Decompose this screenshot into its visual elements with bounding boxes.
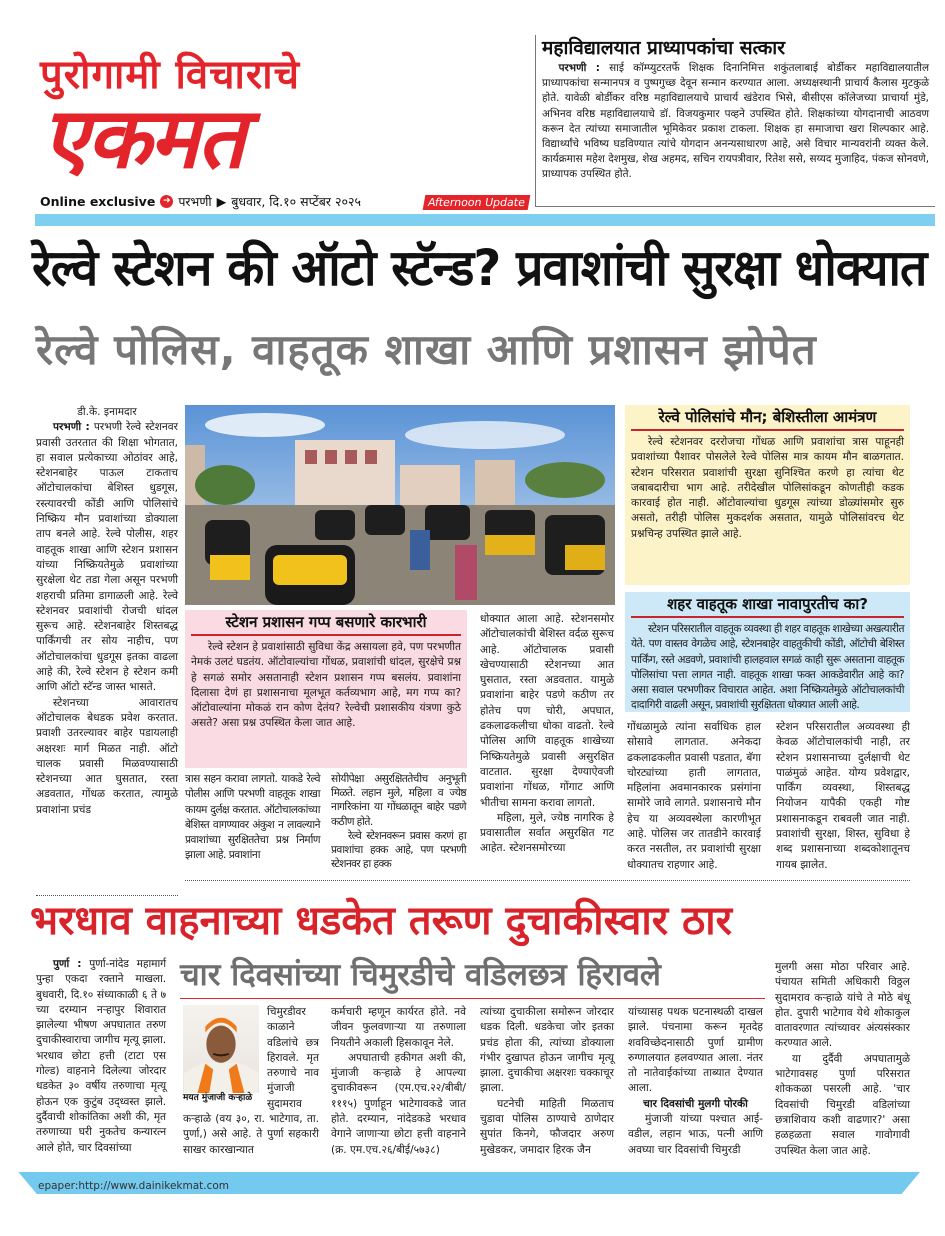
paragraph: धोक्यात आला आहे. स्टेशनसमोर ऑटोचालकांची बेशिस्त वर्दळ सुरूच आहे. ऑटोचालक प्रवासी खेचण्यासाठी स्टेशनच्या आत घुसतात, रस्ता अडवतात. यामुळे प्रवाशांना बाहेर पडणे कठीण तर होतेच पण चोरी, अपघात, ढकलाढकलीचा धोका वाढतो. रेल्वे पोलिस आणि वाहतूक शाखेच्या निष्क्रियतेमुळे प्रवासी असुरक्षित वाटतात. सुरक्षा देण्याऐवजी प्रवाशांना गोंधळ, गोंगाट आणि भीतीचा सामना करावा लागतो.	[480, 613, 614, 809]
paragraph: त्रास सहन करावा लागतो. याकडे रेल्वे पोलीस आणि परभणी वाहतूक शाखा कायम दुर्लक्ष करतात. ऑटोचालकांच्या बेशिस्त वागण्यावर अंकुश न लावल्याने प्रवाशांच्या सुरक्षिततेचा प्रश्न निर्माण झाला आहे. प्रवाशांना	[185, 773, 320, 862]
second-col-3	[331, 1005, 466, 1158]
yellow-box-title-row	[631, 405, 904, 431]
pink-sidebar-box	[185, 610, 467, 768]
paragraph: चिमुरडीवर काळाने वडिलांचे छत्र हिरावले. मृत तरुणाचे नाव मुंजाजी सुदामराव कऱ्हाळे (वय ३०, रा. भाटेगाव, ता. पुर्णा,) असे आहे. ते पुर्णा सहकारी साखर कारखान्यात	[183, 1006, 319, 1156]
second-headline-wrap	[30, 893, 930, 949]
paragraph: स्टेशनच्या आवारातच ऑटोचालक बेधडक प्रवेश करतात. प्रवाशी उतरल्यावर बाहेर पडायलाही अक्षरशः मार्ग मिळत नाही. ऑटो चालक प्रवासी मिळवण्यासाठी स्टेशनच्या आत घुसतात, रस्ता अडवतात, गोंधळ करतात, त्यामुळे प्रवाशांना प्रचंड	[36, 696, 178, 816]
pink-box-body: रेल्वे स्टेशन हे प्रवाशांसाठी सुविधा केंद्र असायला हवे, पण परभणीत नेमकं उलटं घडतंय. ऑटोवाल्यांचा गोंधळ, प्रवाशांची धांदल, सुरक्षेचे प्रश्न हे सगळं समोर असतानाही स्टेशन प्रशासन गप्प बसलंय. प्रवाशांना दिलासा देणं हा प्रशासनाचा मूलभूत कर्तव्यभाग आहे, मग गप्प का? ऑटोवाल्यांना मोकळं रान कोण देतंय? रेल्वेची प्रशासकीय यंत्रणा कुठे असते? असा प्रश्न उपस्थित केला जात आहे.	[191, 641, 461, 730]
paragraph: गोंधळामुळे त्यांना सर्वाधिक हाल सोसावे लागतात. अनेकदा ढकलाढकलीत प्रवासी पडतात, बॅगा चोरट्यांच्या हाती लागतात, महिलांना अवमानकारक प्रसंगांना सामोरे जावे लागते. प्रशासनाचे मौन हेच या अव्यवस्थेला कारणीभूत आहे. पोलिस जर तातडीने कारवाई करत नसतील, तर प्रवाशांची सुरक्षा धोक्यातच राहणार आहे.	[627, 721, 761, 871]
main-subheadline-wrap	[36, 320, 936, 380]
byline: डी.के. इनामदार	[77, 406, 137, 418]
edition-line	[40, 193, 361, 210]
top-story-title	[542, 35, 929, 61]
paragraph: पुर्णा-नांदेड महामार्ग पुन्हा एकदा रक्ताने माखला. बुधवारी, दि.१० संध्याकाळी ६ ते ७ च्या दरम्यान नऱ्हापुर शिवारात झालेल्या भीषण अपघातात तरुण दुचाकीस्वाराचा जागीच मृत्यू झाला. भरधाव छोटा हत्ती (टाटा एस गोल्ड) वाहनाने दिलेल्या जोरदार धडकेत ३० वर्षीय तरुणाचा मृत्यू होऊन एक कुटुंब उद्ध्वस्त झाले. दुर्दैवाची शोकांतिका अशी की, मृत तरुणाच्या घरी नुकतेच कन्यारत्न आले होते, चार दिवसांच्या	[36, 958, 166, 1154]
main-col-4	[480, 612, 614, 857]
arrow-right-circle-icon: ➜	[160, 195, 173, 208]
second-col-6	[775, 960, 910, 1159]
online-exclusive-label: Online exclusive	[40, 194, 156, 209]
paragraph: या दुर्दैवी अपघातामुळे भाटेगावसह पुर्णा परिसरात शोककळा पसरली आहे. 'चार दिवसांची चिमुरडी वडिलांच्या छत्राशिवाय कशी वाढणार?' असा हळहळता सवाल गावोगावी उपस्थित केला जात आहे.	[775, 1052, 910, 1157]
paragraph: महिला, मुले, ज्येष्ठ नागरिक हे प्रवासातील सर्वात असुरक्षित गट आहेत. स्टेशनसमोरच्या	[480, 811, 614, 855]
pink-box-title: स्टेशन प्रशासन गप्प बसणारे कारभारी	[225, 613, 427, 631]
subheading: चार दिवसांची मुलगी पोरकी	[643, 1097, 748, 1110]
main-dateline: परभणी :	[52, 421, 90, 434]
station-photo	[185, 405, 615, 605]
dotted-divider	[185, 880, 910, 881]
paragraph: मुलगी असा मोठा परिवार आहे. पंचायत समिती अधिकारी विठ्ठल सुदामराव कऱ्हाळे यांचे ते मोठे बंधू होत. दुपारी भाटेगाव येथे शोकाकुल वातावरणात त्यांच्यावर अंत्यसंस्कार करण्यात आले.	[775, 961, 910, 1050]
top-story-title-text: महाविद्यालयात प्राध्यापकांचा सत्कार	[542, 37, 785, 59]
top-story-body: साई कॉम्प्युटरतर्फे शिक्षक दिनानिमित्त शकुंतलाबाई बोर्डीकर महाविद्यालयातील प्राध्यापकांचा सन्मानपत्र व पुष्पगुच्छ देवून सन्मान करण्यात आला. अध्यक्षस्थानी प्राचार्य कैलास मुटकुळे होते. यावेळी बोर्डीकर वरिष्ठ महाविद्यालयाचे प्राचार्य खंडेराव भिसे, बीसीएस कॉलेजच्या प्राचार्या मुंडे, अभिनव वरिष्ठ महाविद्यालयाचे डॉ. विजयकुमार पव्हने उपस्थित होते. शिक्षकांच्या योगदानाची आठवण करून देत त्यांच्या समाजातील भूमिकेवर प्रकाश टाकला. शिक्षक हा समाजाचा खरा शिल्पकार आहे. विद्यार्थ्यांचे भविष्य घडविण्यात त्यांचे योगदान अनन्यसाधारण आहे, असे विचार मान्यवरांनी व्यक्त केले. कार्यक्रमास महेश देशमुख, शेख अहमद, सचिन रायपत्रीवार, रितेश ससे, सय्यद मुजाहिद, पंकज सोनवणे, प्राध्यापक उपस्थित होते.	[542, 62, 930, 181]
main-col-2	[185, 772, 320, 864]
second-col-1	[36, 957, 166, 1156]
main-headline: रेल्वे स्टेशन की ऑटो स्टॅन्ड? प्रवाशांची सुरक्षा धोक्यात	[32, 239, 927, 297]
paragraph: रेल्वे स्टेशनवरून प्रवास करणं हा प्रवाशांचा हक्क आहे, पण परभणी स्टेशनवर हा हक्क	[331, 829, 466, 871]
yellow-box-title: रेल्वे पोलिसांचे मौन; बेशिस्तीला आमंत्रण	[658, 408, 877, 426]
victim-photo-block	[183, 1005, 263, 1104]
main-col-3	[331, 772, 466, 871]
paragraph: सोयीपेक्षा असुरक्षिततेचीच अनुभूती मिळते. लहान मुले, महिला व ज्येष्ठ नागरिकांना या गोंधळातून बाहेर पडणे कठीण होते.	[331, 773, 466, 828]
second-subheadline: चार दिवसांच्या चिमुरडीचे वडिलछत्र हिरावले	[180, 957, 661, 993]
paragraph: परभणी रेल्वे स्टेशनवर प्रवासी उतरतात की शिक्षा भोगतात, हा सवाल प्रत्येकाच्या ओठांवर आहे, स्टेशनबाहेर पाऊल टाकताच ऑटोचालकांचा बेशिस्त धुडगूस, रस्त्यावरची कोंडी आणि पोलिसांचे निष्क्रिय मौन प्रवाशांच्या डोक्याला ताप बनले आहे. रेल्वे पोलीस, शहर वाहतूक शाखा आणि स्टेशन प्रशासन यांच्या निष्क्रियतेमुळे प्रवाशांच्या सुरक्षेला थेट तडा गेला असून परभणी शहराची प्रतिमा डागाळली आहे. रेल्वे स्टेशनवर प्रवाशांची रोजची धांदल सुरूच आहे. स्टेशनबाहेर शिस्तबद्ध पार्किंगची तर सोय नाहीच, पण ऑटोचालकांचा धुडगूस इतका वाढला आहे की, रेल्वे स्टेशन हे स्टेशन कमी आणि ऑटो स्टॅन्ड जास्त भासते.	[36, 421, 179, 694]
epaper-link[interactable]: epaper:http://www.dainikekmat.com	[38, 1180, 230, 1192]
play-arrow-icon: ▶	[216, 194, 227, 209]
main-headline-wrap	[32, 232, 932, 304]
yellow-sidebar-box	[625, 405, 910, 585]
top-story	[535, 35, 935, 207]
second-col-2	[183, 1005, 319, 1158]
paragraph: त्यांच्या दुचाकीला समोरून जोरदार धडक दिली. धडकेचा जोर इतका प्रचंड होता की, त्यांच्या डोक्याला गंभीर दुखापत होऊन जागीच मृत्यू झाला. दुचाकीचा अक्षरशः चक्काचूर झाला.	[480, 1006, 614, 1095]
paragraph: कर्मचारी म्हणून कार्यरत होते. नवे जीवन फुलवणाऱ्या या तरुणाला नियतीने अकाली हिसकावून नेले.	[331, 1006, 466, 1049]
blue-box-title: शहर वाहतूक शाखा नावापुरतीच का?	[667, 595, 868, 613]
victim-photo	[183, 1005, 259, 1093]
second-col-4	[480, 1005, 614, 1158]
masthead-tagline: पुरोगामी विचाराचे	[40, 52, 301, 98]
main-col-1	[36, 405, 178, 818]
second-dateline: पुर्णा :	[52, 958, 82, 970]
paragraph: घटनेची माहिती मिळताच चुडावा पोलिस ठाण्याचे ठाणेदार सुपांत किनगे, फौजदार अरुण मुखेडकर, जमादार हिरक जैन	[480, 1097, 614, 1156]
edition-badge: Afternoon Update	[423, 195, 531, 210]
blue-box-title-row	[631, 592, 904, 618]
divider-bar	[35, 214, 935, 226]
paragraph: अपघाताची हकीगत अशी की, मुंजाजी कऱ्हाळे हे आपल्या दुचाकीवरून (एम.एच.२२/बीबी/१११५) पुर्णाहून भाटेगावकडे जात होते. दरम्यान, नांदेडकडे भरधाव वेगाने जाणाऱ्या छोटा हत्ती वाहनाने (क्र. एम.एच.२६/बीई/५७३८)	[331, 1051, 466, 1156]
main-subheadline: रेल्वे पोलिस, वाहतूक शाखा आणि प्रशासन झोपेत	[36, 325, 817, 374]
paragraph: यांच्यासह पथक घटनास्थळी दाखल झाले. पंचनामा करून मृतदेह शवविच्छेदनासाठी पुर्णा ग्रामीण रुग्णालयात हलवण्यात आला. नंतर तो नातेवाईकांच्या ताब्यात देण्यात आला.	[628, 1006, 763, 1095]
yellow-box-body: रेल्वे स्टेशनवर दररोजचा गोंधळ आणि प्रवाशांचा त्रास पाहूनही प्रवाशांच्या पैशावर पोसलेले रेल्वे पोलिस मात्र कायम मौन बाळगतात. स्टेशन परिसरात प्रवाशांची सुरक्षा सुनिश्चित करणे हा त्यांचा थेट जबाबदारीचा भाग आहे. तरीदेखील पोलिसांकडून कोणतीही कडक कारवाई होत नाही. ऑटोवाल्यांचा धुडगूस त्यांच्या डोळ्यांसमोर सुरु असतो, तरीही पोलिस मुकदर्शक असतात, यामुळे पोलिसांवरच थेट प्रश्नचिन्ह उपस्थित झाले आहे.	[631, 436, 904, 540]
date-label: बुधवार, दि.१० सप्टेंबर २०२५	[231, 194, 361, 209]
photo-caption: मयत मुंजाजी कऱ्हाळे	[183, 1093, 253, 1103]
blue-sidebar-box	[625, 592, 910, 712]
second-headline: भरधाव वाहनाच्या धडकेत तरूण दुचाकीस्वार ठार	[30, 898, 732, 944]
second-col-5	[628, 1005, 763, 1158]
paragraph: स्टेशन परिसरातील अव्यवस्था ही केवळ ऑटोचालकांची नाही, तर स्टेशन प्रशासनाच्या दुर्लक्षाची थेट पाळंमुळं आहेत. योग्य प्रवेशद्वार, पार्किंग व्यवस्था, शिस्तबद्ध नियोजन यापैकी एकही गोष्ट प्रशासनाकडून राबवली जात नाही. प्रवाशांची सुरक्षा, शिस्त, सुविधा हे शब्द प्रशासनाच्या शब्दकोशातूनच गायब झालेत.	[776, 721, 910, 871]
main-col-6	[776, 720, 910, 873]
second-subheadline-row	[180, 953, 765, 999]
main-col-5	[627, 720, 761, 873]
newspaper-logo: एकमत	[42, 89, 244, 187]
top-story-dateline: परभणी :	[558, 62, 600, 74]
city-label: परभणी	[178, 194, 212, 209]
pink-box-title-row	[191, 610, 461, 636]
paragraph: मुंजाजी यांच्या पश्चात आई-वडील, लहान भाऊ, पत्नी आणि अवघ्या चार दिवसांची चिमुरडी	[628, 1113, 763, 1156]
blue-box-body: स्टेशन परिसरातील वाहतूक व्यवस्था ही शहर वाहतूक शाखेच्या अखत्यारीत येते. पण वास्तव वेगळेच आहे, स्टेशनबाहेर वाहतुकीची कोंडी, ऑटोची बेशिस्त पार्किंग, रस्ते अडवणे, प्रवाशांची हालहवाल सगळं काही सुरू असताना वाहतूक पोलिसांचा पत्ता लागत नाही. वाहतूक शाखा फक्त आकडेवारीत आहे का? असा सवाल परभणीकर विचारात आहेत. अशा निष्क्रियतेमुळे ऑटोचालकांची दादागिरी वाढली असून, प्रवाशांची सुरक्षितता धोक्यात आली आहे.	[631, 623, 904, 712]
